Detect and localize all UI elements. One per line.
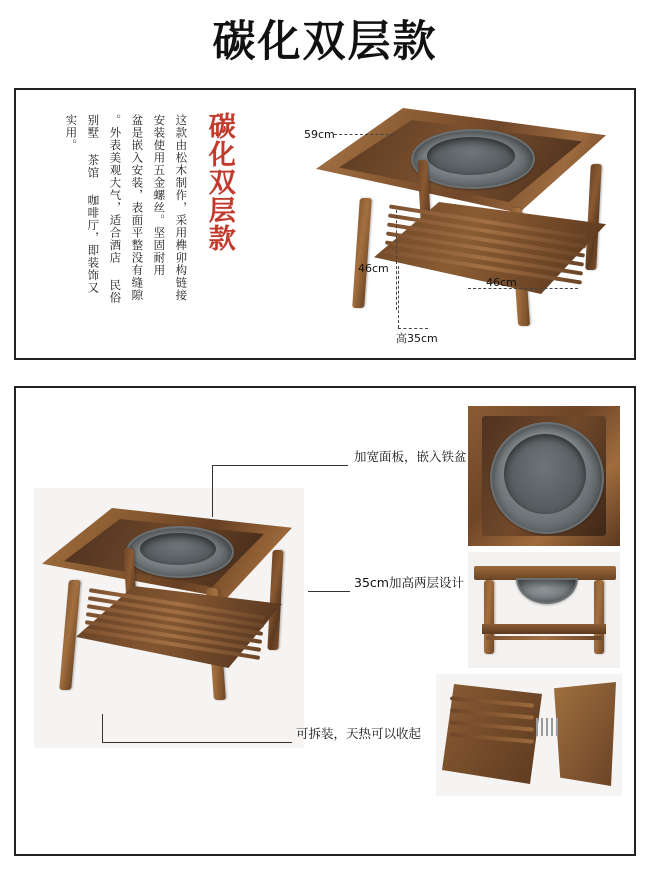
table-leg-front-left	[352, 198, 372, 308]
desc-column-6: 实用。	[64, 114, 79, 152]
desc-column-5: 别墅 茶馆 咖啡厅，即装饰又	[86, 114, 101, 294]
photo-disassembled	[436, 674, 622, 796]
full-table-basin-inner	[140, 533, 216, 565]
callout-label-height: 35cm加高两层设计	[354, 575, 464, 590]
callout-line-knockdown-rise	[102, 714, 103, 742]
desc-column-4: 。外表美观大气，适合酒店 民俗	[108, 114, 123, 304]
red-vertical-title: 碳化双层款	[203, 112, 235, 252]
top-info-panel	[14, 88, 636, 360]
callout-label-knockdown: 可拆装，天热可以收起	[296, 726, 422, 741]
callout-line-basin	[212, 465, 348, 466]
basin-closeup-bowl-inner	[504, 434, 586, 514]
dim-line-59	[334, 134, 394, 135]
full-table-leg-br	[267, 550, 283, 650]
page-title: 碳化双层款	[212, 17, 438, 67]
photo-full-table	[34, 488, 304, 748]
disassembled-leg-frame	[554, 682, 616, 786]
dim-label-46cm-width: 46cm	[486, 276, 517, 289]
side-view-leg-right	[594, 580, 604, 654]
full-table-leg-fl	[59, 580, 81, 690]
iron-basin-inner	[427, 137, 515, 175]
desc-column-2: 安装使用五金螺丝。坚固耐用	[152, 114, 167, 277]
callout-line-basin-drop	[212, 465, 213, 517]
photo-side-view	[468, 552, 620, 668]
desc-column-3: 盆是嵌入安装，表面平整没有缝隙	[130, 114, 145, 302]
dim-line-height-base	[398, 328, 428, 329]
callout-label-basin: 加宽面板，嵌入铁盆	[354, 449, 467, 464]
side-view-shelf	[482, 624, 606, 634]
table-illustration-top	[16, 90, 634, 358]
callout-line-knockdown	[102, 742, 292, 743]
callout-line-height	[308, 591, 350, 592]
table-leg-back-right	[585, 164, 602, 270]
dim-line-height	[398, 266, 399, 328]
side-view-leg-left	[484, 580, 494, 654]
dim-label-height: 高35cm	[396, 332, 438, 345]
dim-label-46cm-depth: 46cm	[358, 262, 389, 275]
shelf-slat	[486, 636, 602, 640]
dim-line-46-left	[396, 210, 397, 310]
dim-line-46-right	[468, 288, 578, 289]
dim-label-59cm: 59cm	[304, 128, 335, 141]
bottom-detail-panel	[14, 386, 636, 856]
desc-column-1: 这款由松木制作，采用榫卯构链接	[174, 114, 189, 302]
photo-basin-closeup	[468, 406, 620, 546]
disassembled-screws	[536, 718, 558, 736]
side-view-basin	[516, 578, 578, 604]
